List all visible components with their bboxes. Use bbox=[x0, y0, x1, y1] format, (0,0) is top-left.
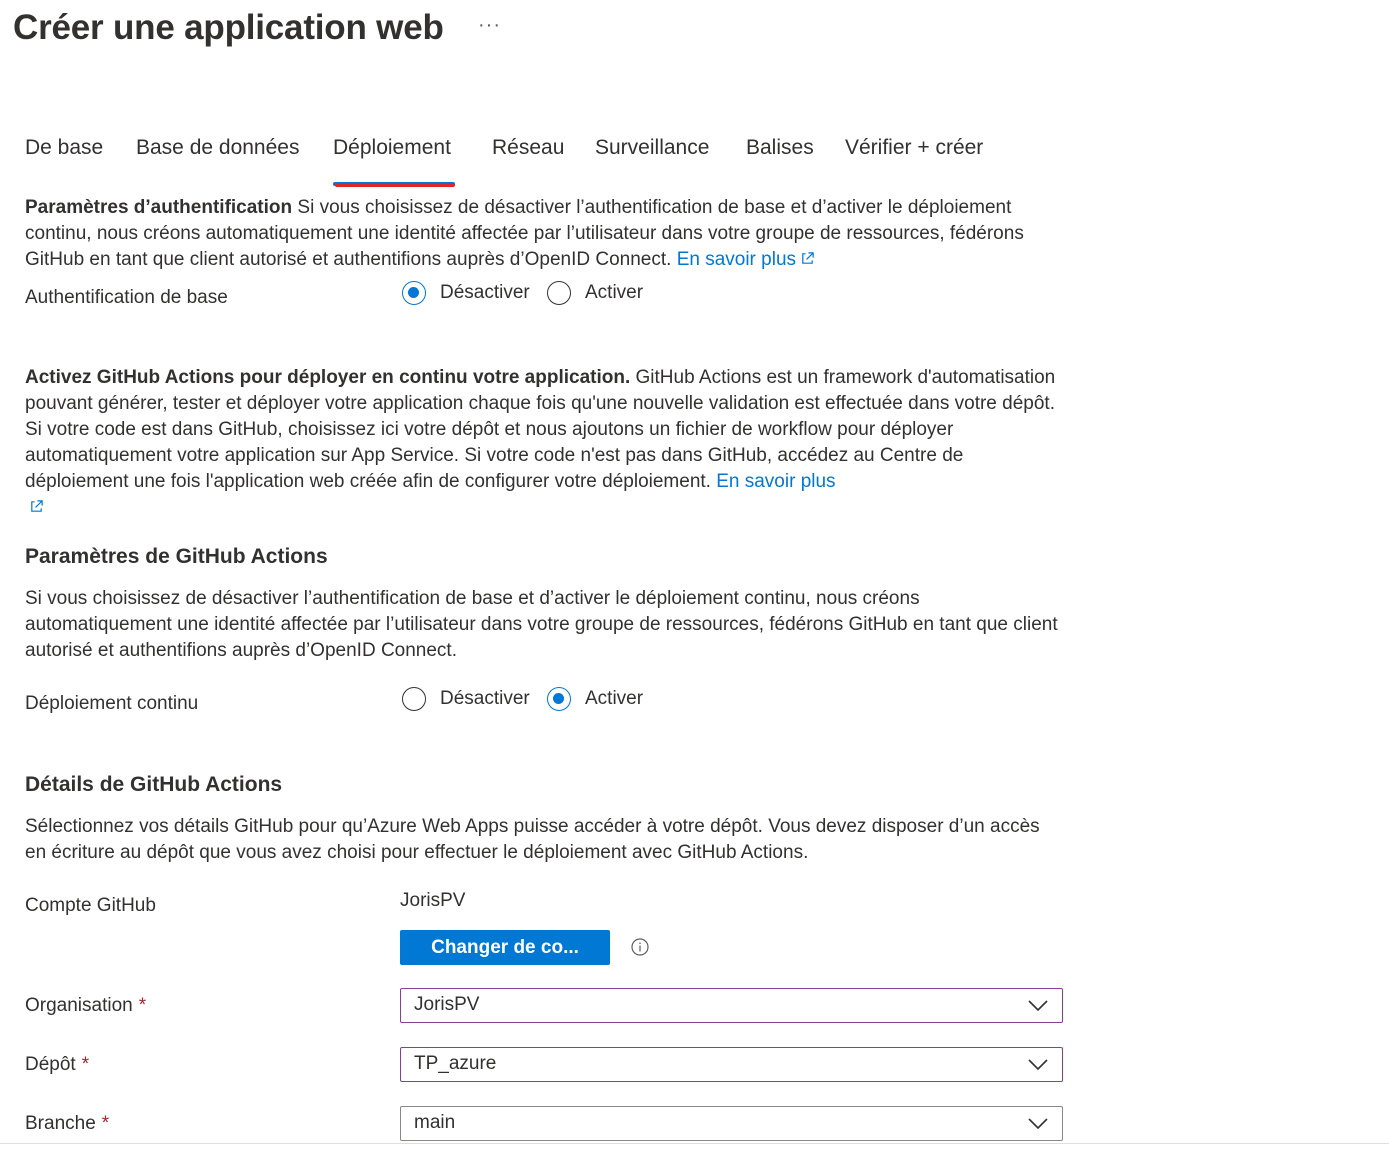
actions-intro-text: GitHub Actions est un framework d'automatisation pouvant générer, tester et déployer votre application chaque fois qu'une nouvelle validation est effectuée dans votre dépôt. Si votre code est dans GitHub, choisissez ici votre dépôt et nous ajoutons un fichier de workflow pour déployer automatiquement votre application sur App Service. Si votre code n'est pas dans GitHub, accédez au Centre de déploiement une fois l'application web créée afin de configurer votre déploiement. bbox=[25, 367, 1056, 492]
github-account-label: Compte GitHub bbox=[25, 895, 156, 916]
github-account-value: JorisPV bbox=[400, 890, 466, 911]
auth-description bbox=[25, 195, 1060, 273]
actions-settings-heading: Paramètres de GitHub Actions bbox=[25, 545, 328, 568]
continuous-deploy-enable-radio[interactable]: Activer bbox=[547, 687, 643, 711]
change-account-button[interactable]: Changer de co... bbox=[400, 930, 610, 965]
continuous-deploy-label: Déploiement continu bbox=[25, 693, 199, 714]
tab-review-create[interactable]: Vérifier + créer bbox=[845, 136, 984, 159]
actions-settings-text: Si vous choisissez de désactiver l’authentification de base et d’activer le déploiement continu, nous créons automatiquement une identité affectée par l’utilisateur dans votre groupe de ressources, fédérons GitHub en tant que client autorisé et authentifions auprès d’OpenID Connect. bbox=[25, 588, 1058, 661]
tab-highlight-mark bbox=[335, 183, 455, 187]
more-options-button[interactable]: ··· bbox=[478, 14, 501, 36]
basic-auth-label: Authentification de base bbox=[25, 287, 228, 308]
actions-learn-more-link[interactable]: En savoir plus bbox=[25, 471, 836, 518]
radio-checked-icon bbox=[402, 281, 426, 305]
tab-tags[interactable]: Balises bbox=[746, 136, 814, 159]
actions-intro-heading: Activez GitHub Actions pour déployer en continu votre application. bbox=[25, 367, 631, 388]
branch-label: Branche * bbox=[25, 1113, 110, 1134]
tab-network[interactable]: Réseau bbox=[492, 136, 565, 159]
auth-learn-more-link[interactable]: En savoir plus bbox=[677, 249, 815, 270]
repository-dropdown[interactable] bbox=[400, 1047, 1063, 1082]
external-link-icon bbox=[800, 251, 815, 266]
radio-unchecked-icon bbox=[547, 281, 571, 305]
footer-divider bbox=[0, 1143, 1389, 1144]
info-icon[interactable] bbox=[630, 937, 650, 957]
continuous-deploy-disable-radio[interactable]: Désactiver bbox=[402, 687, 530, 711]
auth-text: Si vous choisissez de désactiver l’authentification de base et d’activer le déploiement continu, nous créons automatiquement une identité affectée par l’utilisateur dans votre groupe de ressources, fédérons GitHub en tant que client autorisé et authentifions auprès d’OpenID Connect. bbox=[25, 197, 1024, 270]
tab-database[interactable]: Base de données bbox=[136, 136, 300, 159]
actions-details-heading: Détails de GitHub Actions bbox=[25, 773, 283, 796]
actions-intro-description bbox=[25, 365, 1060, 521]
branch-value: main bbox=[414, 1112, 456, 1133]
chevron-down-icon bbox=[1028, 1118, 1048, 1130]
radio-checked-icon bbox=[547, 687, 571, 711]
basic-auth-disable-radio[interactable]: Désactiver bbox=[402, 281, 530, 305]
repository-value: TP_azure bbox=[414, 1053, 497, 1074]
external-link-icon bbox=[29, 499, 44, 514]
chevron-down-icon bbox=[1028, 1059, 1048, 1071]
organisation-value: JorisPV bbox=[414, 994, 480, 1015]
page-title: Créer une application web bbox=[13, 8, 444, 47]
tab-deployment[interactable]: Déploiement bbox=[333, 136, 451, 159]
branch-dropdown[interactable] bbox=[400, 1106, 1063, 1141]
tab-basics[interactable]: De base bbox=[25, 136, 104, 159]
organisation-label: Organisation * bbox=[25, 995, 147, 1016]
auth-heading: Paramètres d’authentification bbox=[25, 197, 293, 218]
required-marker: * bbox=[101, 1113, 110, 1134]
repository-label: Dépôt * bbox=[25, 1054, 90, 1075]
radio-unchecked-icon bbox=[402, 687, 426, 711]
actions-details-text: Sélectionnez vos détails GitHub pour qu’Azure Web Apps puisse accéder à votre dépôt. Vous devez disposer d’un accès en écriture au dépôt que vous avez choisi pour effectuer le déploiement avec GitHub Actions. bbox=[25, 816, 1040, 863]
basic-auth-enable-radio[interactable]: Activer bbox=[547, 281, 643, 305]
tab-bar bbox=[25, 136, 1025, 192]
tab-monitoring[interactable]: Surveillance bbox=[595, 136, 710, 159]
chevron-down-icon bbox=[1028, 1000, 1048, 1012]
required-marker: * bbox=[138, 995, 147, 1016]
required-marker: * bbox=[81, 1054, 90, 1075]
organisation-dropdown[interactable] bbox=[400, 988, 1063, 1023]
